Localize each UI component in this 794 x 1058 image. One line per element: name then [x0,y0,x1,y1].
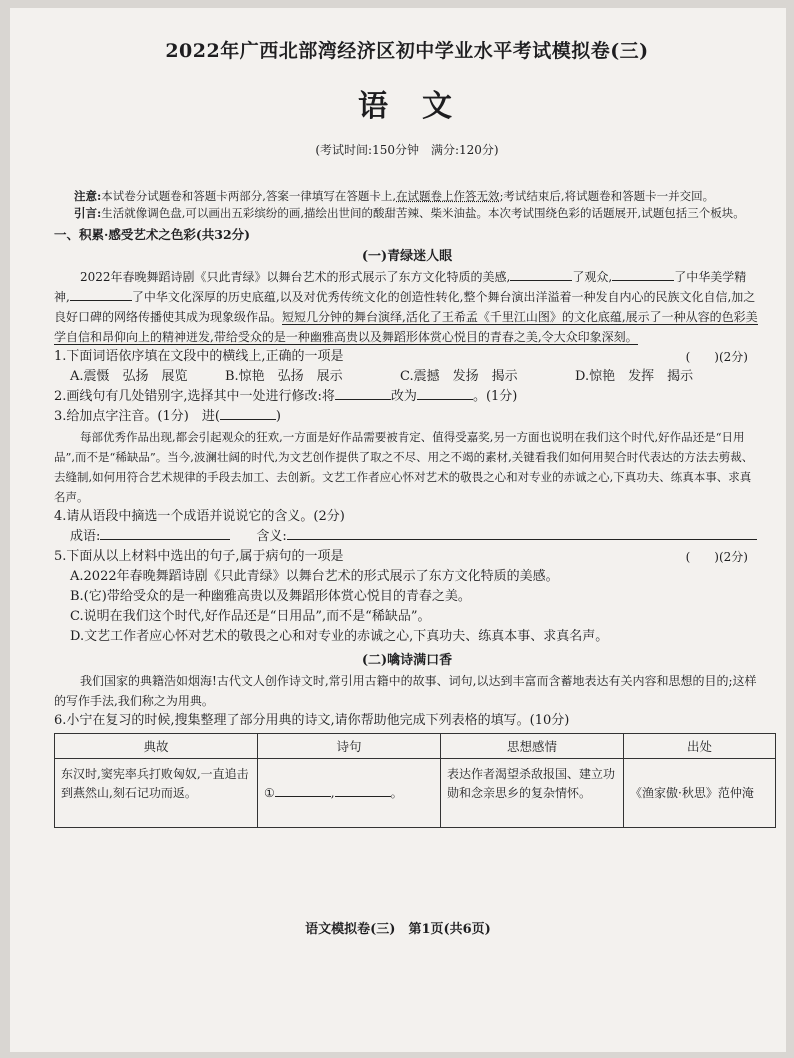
blank-1[interactable] [510,268,572,281]
q5-option-b[interactable]: B.(它)带给受众的是一种幽雅高贵以及舞蹈形体赏心悦目的青春之美。 [70,589,471,604]
intro-text: 生活就像调色盘,可以画出五彩缤纷的画,描绘出世间的酸甜苦辣、柴米油盐。本次考试围绕色彩的话题展开,试题包括三个板块。 [101,206,745,220]
page-footer: 语文模拟卷(三) 第1页(共6页) [305,922,491,937]
q5-option-a[interactable]: A.2022年春晚舞蹈诗剧《只此青绿》以舞台艺术的形式展示了东方文化特质的美感。 [70,569,559,584]
q1-option-c[interactable]: C.震撼 发扬 揭示 [400,369,518,384]
question-3 [54,407,760,427]
notice-dotted: 在试题卷上作答无效 [396,189,500,203]
section-title-2: (二)噙诗满口香 [361,653,453,668]
q4-idiom-label: 成语: [70,529,101,544]
td-story: 东汉时,窦宪率兵打败匈奴,一直追击到燕然山,刻石记功而返。 [55,759,258,828]
passage-2: 每部优秀作品出现,都会引起观众的狂欢,一方面是好作品需要被肯定、值得受嘉奖,另一方面也说明在我们这个时代,好作品还是“日用品”,而不是“稀缺品”。当今,波澜壮阔的时代,为文艺创作提供了取之不尽、用之不竭的素材,关键看我们如何用契合时代表达的方法去剪裁、去缝制,如何用符合艺术规律的手段去加工、去创新。文艺工作者应心怀对艺术的敬畏之心和对专业的赤诚之心,下真功夫、练真本事、求真名声。 [54,430,754,504]
blank-2[interactable] [612,268,674,281]
notice-text-b: ;考试结束后,将试题卷和答题卡一并交回。 [499,189,715,203]
q2-text-b: 改为 [390,389,417,404]
intro [54,205,760,222]
q4-meaning-label: 含义: [256,529,287,544]
passage-1-s2: 了观众, [572,270,613,284]
th-verse: 诗句 [258,734,441,759]
q4-meaning-blank[interactable] [287,527,757,540]
q3-text-b: ) [275,409,281,424]
th-source: 出处 [624,734,776,759]
verse-number: ① [264,785,275,800]
passage-1 [54,267,760,347]
underlined-sentence: 短短几分钟的舞台演绎,活化了王希孟《千里江山图》的文化底蕴,展示了一种从容的色彩美学自信和昂仰向上的精神迸发,带给受众的是一种幽雅高贵以及舞蹈形体赏心悦目的青春之美,令大众印象深刻。 [54,310,758,344]
q2-text-c: 。(1分) [472,389,518,404]
passage-1-s1: 2022年春晚舞蹈诗剧《只此青绿》以舞台艺术的形式展示了东方文化特质的美感, [80,270,511,284]
blank-3[interactable] [70,288,132,301]
exam-paper [10,8,786,1052]
q1-option-b[interactable]: B.惊艳 弘扬 展示 [225,369,343,384]
q1-stem: 1.下面词语依序填在文段中的横线上,正确的一项是 [54,349,344,364]
q3-text-a: 3.给加点字注音。(1分) 进( [54,409,220,424]
q3-blank[interactable] [220,407,276,420]
exam-info: (考试时间:150分钟 满分:120分) [315,143,499,157]
verse-sep: , [330,785,335,800]
q5-mark[interactable]: ( )(2分) [685,550,748,564]
passage-1-s4: 了中华文化深厚的历史底蕴,以及对优秀传统文化的创造性转化,整个舞台演出洋溢着一种发自内心的民族文化自信,加之良好口碑的网络传播使其成为现象级作品。 [54,290,756,324]
allusion-table [54,733,776,828]
q4-idiom-blank[interactable] [100,527,230,540]
q1-option-a[interactable]: A.震慑 弘扬 展览 [70,369,188,384]
q5-option-c[interactable]: C.说明在我们这个时代,好作品还是“日用品”,而不是“稀缺品”。 [70,609,431,624]
table-row [55,759,776,828]
q1-option-d[interactable]: D.惊艳 发挥 揭示 [575,369,694,384]
q2-blank-2[interactable] [417,387,473,400]
question-1 [54,347,760,367]
subject-title: 语文 [358,89,486,124]
section-title-1: (一)青绿迷人眼 [361,249,453,264]
notice [54,188,760,205]
th-emotion: 思想感情 [441,734,624,759]
verse-end: 。 [390,785,403,800]
q2-text-a: 2.画线句有几处错别字,选择其中一处进行修改:将 [54,389,335,404]
question-6: 6.小宁在复习的时候,搜集整理了部分用典的诗文,请你帮助他完成下列表格的填写。(10分) [54,713,570,728]
th-story: 典故 [55,734,258,759]
exam-title: 2022年广西北部湾经济区初中学业水平考试模拟卷(三) [165,40,649,62]
td-emotion: 表达作者渴望杀敌报国、建立功勋和念亲思乡的复杂情怀。 [441,759,624,828]
table-header-row [55,734,776,759]
q5-stem: 5.下面从以上材料中选出的句子,属于病句的一项是 [54,549,344,564]
passage-1-s3: 了中华美学精神, [54,270,747,304]
q2-blank-1[interactable] [335,387,391,400]
td-verse [258,759,441,828]
intro-label: 引言: [74,206,102,220]
td-source: 《渔家傲·秋思》范仲淹 [624,759,776,828]
q5-option-d[interactable]: D.文艺工作者应心怀对艺术的敬畏之心和对专业的赤诚之心,下真功夫、练真本事、求真名声。 [70,629,609,644]
q4-answer-line [70,527,760,547]
part-title: 一、积累·感受艺术之色彩(共32分) [54,227,251,242]
question-4: 4.请从语段中摘选一个成语并说说它的含义。(2分) [54,509,345,524]
question-5 [54,547,760,567]
q1-options [70,367,760,387]
question-2 [54,387,760,407]
passage-3: 我们国家的典籍浩如烟海!古代文人创作诗文时,常引用古籍中的故事、词句,以达到丰富而含蓄地表达有关内容和思想的目的;这样的写作手法,我们称之为用典。 [54,674,757,708]
verse-blank-2[interactable] [335,784,391,797]
notice-text-a: 本试卷分试题卷和答题卡两部分,答案一律填写在答题卡上, [101,189,397,203]
verse-blank-1[interactable] [275,784,331,797]
notice-label: 注意: [74,189,102,203]
q1-mark[interactable]: ( )(2分) [685,350,748,364]
